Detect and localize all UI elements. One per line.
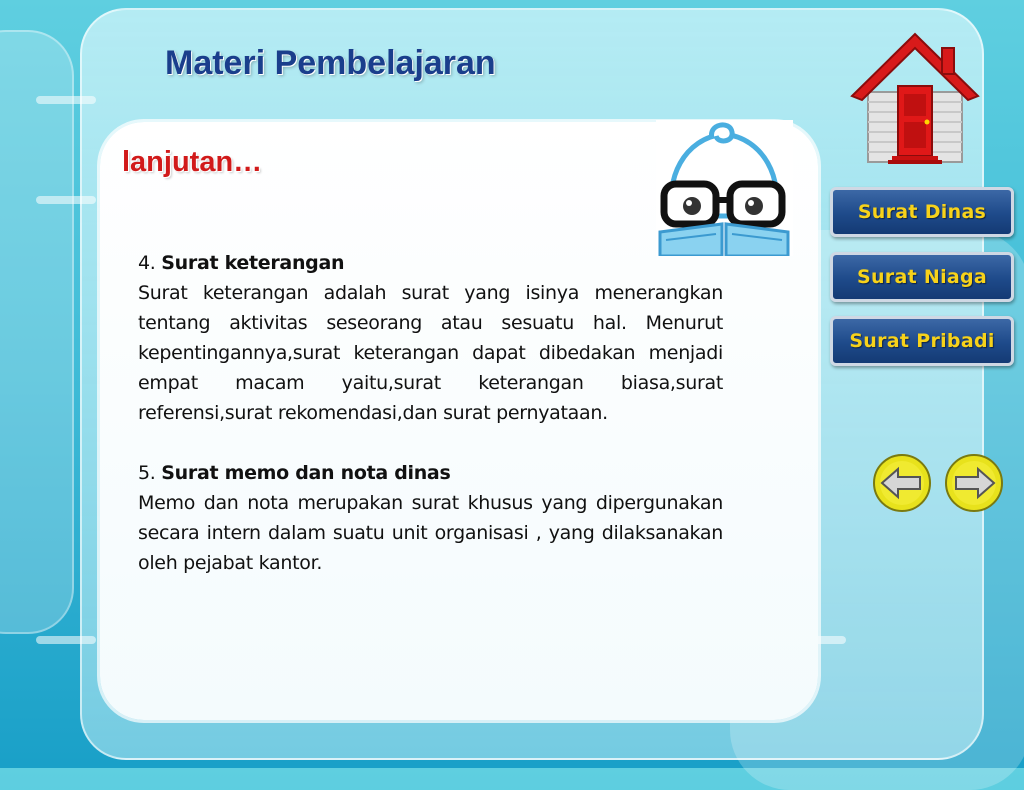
section-text: Memo dan nota merupakan surat khusus yang dipergunakan secara intern dalam suatu unit organisasi , yang dilaksanakan oleh pejabat kantor. [138, 492, 723, 574]
nav-button-surat-niaga[interactable]: Surat Niaga [830, 252, 1014, 302]
page-subtitle: lanjutan… [122, 146, 263, 178]
background-panel-left [0, 30, 74, 634]
decor-stripe [36, 96, 96, 104]
decor-stripe [36, 196, 96, 204]
nav-button-surat-dinas[interactable]: Surat Dinas [830, 187, 1014, 237]
section-title: Surat keterangan [161, 252, 345, 274]
page-title: Materi Pembelajaran [165, 44, 496, 82]
back-button[interactable] [872, 453, 932, 513]
section-heading [138, 458, 723, 488]
next-button[interactable] [944, 453, 1004, 513]
home-button[interactable] [850, 30, 980, 165]
section-title: Surat memo dan nota dinas [161, 462, 451, 484]
nav-button-surat-pribadi[interactable]: Surat Pribadi [830, 316, 1014, 366]
section-heading [138, 248, 723, 278]
section-number: 5. [138, 462, 156, 484]
arrow-left-icon [872, 453, 932, 513]
arrow-right-icon [944, 453, 1004, 513]
lesson-content [138, 248, 723, 578]
section-number: 4. [138, 252, 156, 274]
section-text: Surat keterangan adalah surat yang isinya menerangkan tentang aktivitas seseorang atau sesuatu hal. Menurut kepentingannya,surat keterangan dapat dibedakan menjadi empat macam yaitu,surat keterangan biasa,surat referensi,surat rekomendasi,dan surat pernyataan. [138, 282, 723, 424]
home-icon [850, 30, 980, 165]
reading-mascot-icon [656, 120, 793, 256]
decor-stripe [36, 636, 96, 644]
